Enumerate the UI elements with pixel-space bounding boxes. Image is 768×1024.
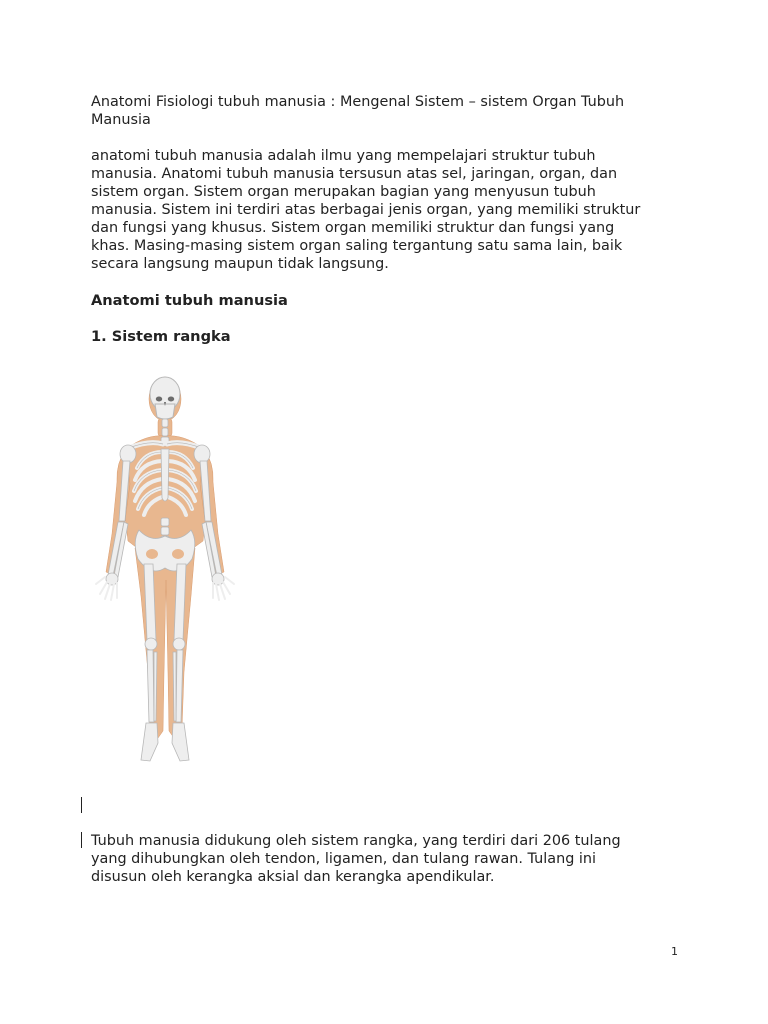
intro-paragraph: anatomi tubuh manusia adalah ilmu yang mempelajari struktur tubuh manusia. Anatomi tubuh manusia tersusun atas sel, jaringan, organ, dan sistem organ. Sistem organ merupakan bagian yang menyusun tubuh manusia. Sistem ini terdiri atas berbagai jenis organ, yang memiliki struktur dan fungsi yang khusus. Sistem organ memiliki struktur dan fungsi yang khas. Masing-masing sistem organ saling tergantung satu sama lain, baik secara langsung maupun tidak langsung. xyxy=(91,148,641,272)
section-heading: Anatomi tubuh manusia xyxy=(91,292,288,309)
skeleton-paragraph: Tubuh manusia didukung oleh sistem rangka, yang terdiri dari 206 tulang yang dihubungkan oleh tendon, ligamen, dan tulang rawan. Tulang ini disusun oleh kerangka aksial dan kerangka apendikular. xyxy=(91,833,621,885)
page-number: 1 xyxy=(671,945,678,958)
text-cursor-mark xyxy=(81,832,82,848)
document-title: Anatomi Fisiologi tubuh manusia : Mengenal Sistem – sistem Organ Tubuh Manusia xyxy=(91,94,625,128)
text-cursor-mark xyxy=(81,797,82,813)
skeleton-illustration xyxy=(88,370,244,774)
subsection-heading: 1. Sistem rangka xyxy=(91,328,231,345)
